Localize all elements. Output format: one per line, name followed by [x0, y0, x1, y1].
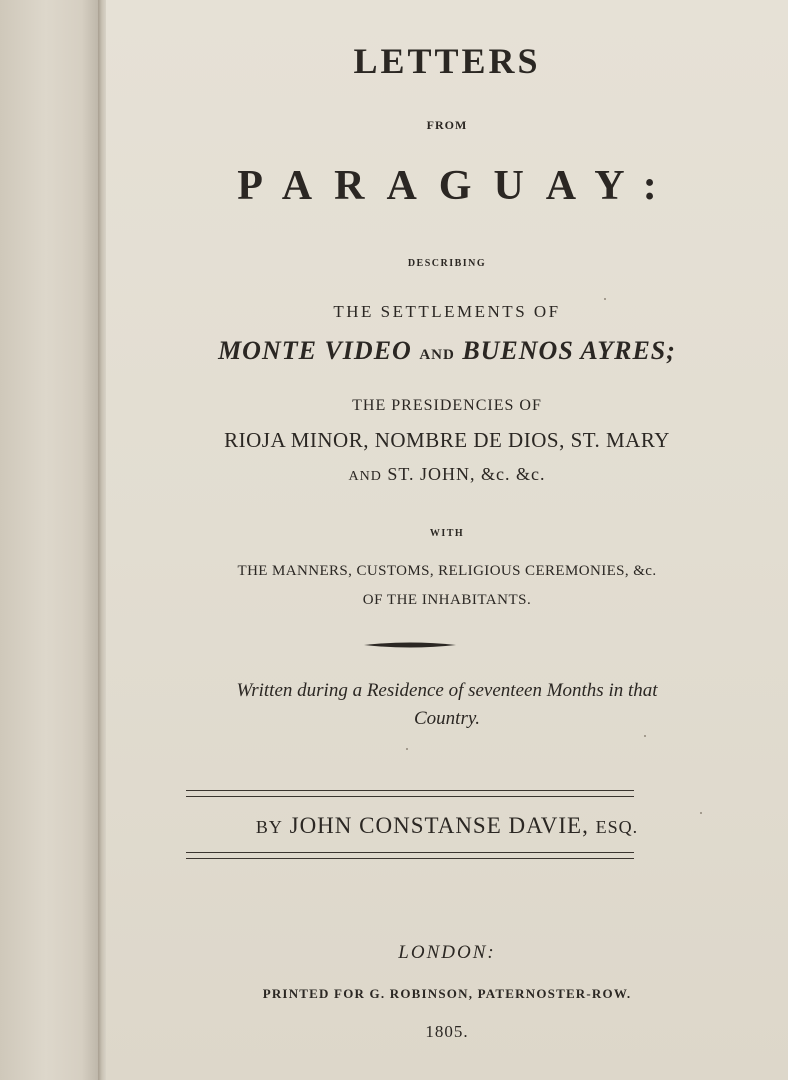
facing-page [0, 0, 102, 1080]
inhabitants-line: OF THE INHABITANTS. [362, 592, 532, 608]
settlements-heading: THE SETTLEMENTS OF [333, 302, 561, 321]
with-text: WITH [429, 528, 465, 539]
st-john-text: ST. JOHN, &c. &c. [387, 464, 546, 484]
residence-line-1: Written during a Residence of seventeen Months in that [236, 680, 658, 701]
monte-video-text: MONTE VIDEO [218, 336, 412, 365]
settlements-names [106, 336, 788, 366]
paper-speck [644, 735, 646, 737]
author-name: JOHN CONSTANSE DAVIE, [289, 813, 589, 838]
presidencies-heading: THE PRESIDENCIES OF [352, 397, 542, 414]
manners-line: THE MANNERS, CUSTOMS, RELIGIOUS CEREMONIES, &c. [237, 563, 657, 579]
and-text: AND [419, 347, 455, 363]
place-title: PARAGUAY: [237, 163, 679, 209]
paper-speck [700, 812, 702, 814]
and-text-2: AND [348, 469, 382, 484]
book-title: LETTERS [353, 41, 541, 81]
title-page [106, 0, 788, 1080]
paper-speck [406, 748, 408, 750]
double-rule-bottom [186, 852, 634, 859]
author-line [106, 813, 788, 839]
esq-text: ESQ. [595, 817, 639, 837]
imprint-city: LONDON: [398, 942, 496, 963]
by-text: BY [255, 817, 283, 837]
imprint-year: 1805. [425, 1022, 469, 1041]
paper-speck [604, 298, 606, 300]
buenos-ayres-text: BUENOS AYRES; [462, 336, 676, 365]
from-text: FROM [426, 118, 468, 132]
ornament-rule-icon [364, 637, 456, 653]
imprint-printer: PRINTED FOR G. ROBINSON, PATERNOSTER-ROW. [262, 986, 632, 1001]
presidencies-names: RIOJA MINOR, NOMBRE DE DIOS, ST. MARY [224, 428, 670, 452]
residence-line-2: Country. [414, 708, 480, 729]
describing-text: DESCRIBING [407, 258, 487, 269]
double-rule-top [186, 790, 634, 797]
presidencies-names-continued [106, 464, 788, 485]
